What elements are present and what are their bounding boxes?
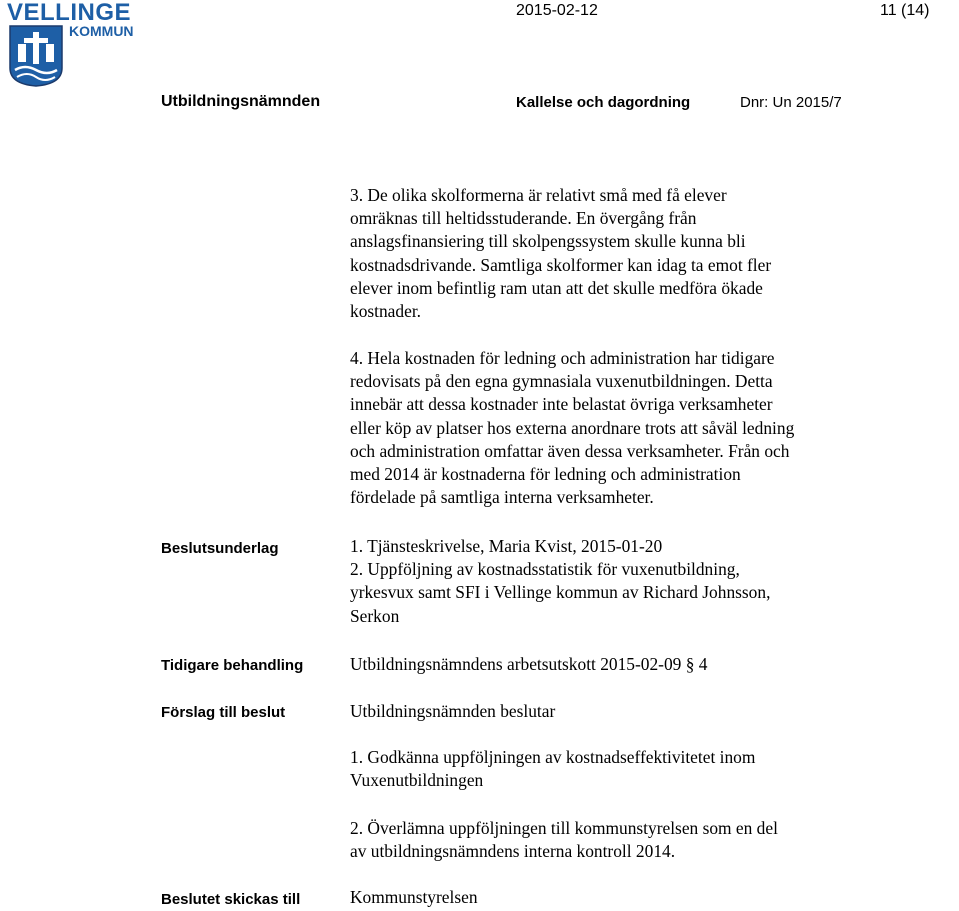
tidigare-behandling-label: Tidigare behandling [161, 657, 304, 674]
page-number: 11 (14) [880, 2, 930, 19]
skickas-till-label: Beslutet skickas till [161, 891, 301, 908]
svg-text:VELLINGE: VELLINGE [7, 0, 132, 26]
skickas-till-text: Kommunstyrelsen [350, 887, 478, 907]
paragraph-3-text: 3. De olika skolformerna är relativt små med få elever omräknas till heltidsstuderande. En övergång från anslagsfinansiering till skolpengssystem skulle kunna bli kostnadsdrivande. Samtliga skolformer kan idag ta emot fler elever inom befintlig ram utan att det skulle medföra ökade kostnader. [350, 185, 772, 322]
beslutsunderlag-label: Beslutsunderlag [161, 540, 279, 557]
document-number: Dnr: Un 2015/7 [740, 94, 842, 111]
forslag-item-1: 1. Godkänna uppföljningen av kostnadseffektivitetet inom Vuxenutbildningen [350, 747, 756, 791]
tidigare-behandling-text: Utbildningsnämndens arbetsutskott 2015-02-09 § 4 [350, 654, 708, 674]
forslag-item-2: 2. Överlämna uppföljningen till kommunstyrelsen som en del av utbildningsnämndens interna kontroll 2014. [350, 818, 778, 862]
forslag-label: Förslag till beslut [161, 704, 286, 721]
paragraph-3 [350, 184, 890, 323]
forslag-intro: Utbildningsnämnden beslutar [350, 701, 556, 721]
vellinge-logo-mark [5, 0, 155, 88]
committee-name: Utbildningsnämnden [161, 93, 321, 110]
document-date: 2015-02-12 [516, 2, 598, 19]
svg-text:KOMMUN: KOMMUN [69, 23, 134, 39]
paragraph-4-text: 4. Hela kostnaden för ledning och administration har tidigare redovisats på den egna gymnasiala vuxenutbildningen. Detta innebär att dessa kostnader inte belastat övriga verksamheter eller köp av platser hos externa anordnare trots att såväl ledning och administration omfattar även dessa verksamheter. Från och med 2014 är kostnaderna för ledning och administration fördelade på samtliga interna verksamheter. [350, 348, 795, 508]
beslutsunderlag-list: 1. Tjänsteskrivelse, Maria Kvist, 2015-01-20 2. Uppföljning av kostnadsstatistik för vuxenutbildning, yrkesvux samt SFI i Vellinge kommun av Richard Johnsson, Serkon [350, 536, 771, 626]
document-type: Kallelse och dagordning [516, 94, 691, 111]
paragraph-4 [350, 347, 890, 509]
vellinge-logo [5, 0, 155, 88]
